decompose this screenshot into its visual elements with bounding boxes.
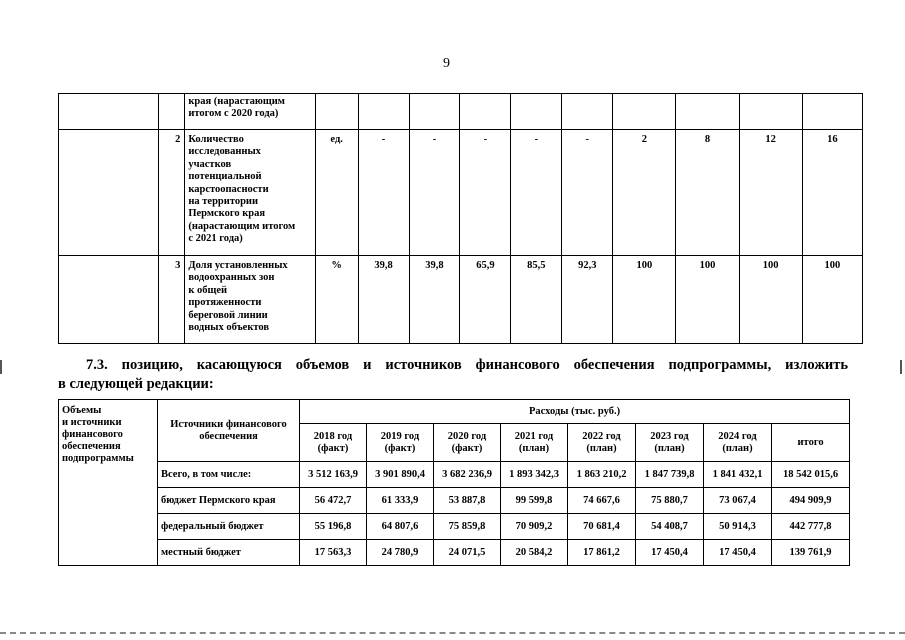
- year-header: [434, 424, 501, 462]
- indicator-value: 100: [739, 256, 802, 344]
- indicator-name-line: на территории: [188, 196, 259, 208]
- financing-source: местный бюджет: [158, 540, 300, 566]
- row-header-line: и источники: [62, 417, 122, 428]
- indicator-name-line: итогом с 2020 года): [188, 108, 279, 120]
- year-header: [568, 424, 636, 462]
- year-label: 2018 год: [313, 430, 353, 442]
- indicator-value: -: [409, 130, 460, 256]
- year-header: [704, 424, 772, 462]
- financing-table: [58, 399, 850, 566]
- row-header-cell: [59, 400, 158, 566]
- year-type: (план): [586, 442, 617, 454]
- financing-source: Всего, в том числе:: [158, 462, 300, 488]
- indicator-name: [185, 256, 315, 344]
- indicator-name-line: береговой линии: [188, 309, 268, 321]
- financing-value: 99 599,8: [501, 488, 568, 514]
- year-type: (факт): [384, 442, 416, 454]
- financing-value: 442 777,8: [772, 514, 850, 540]
- indicator-name-line: водных объектов: [188, 322, 270, 334]
- indicator-unit: %: [315, 256, 358, 344]
- financing-value: 494 909,9: [772, 488, 850, 514]
- indicator-value: 2: [613, 130, 676, 256]
- indicator-row: [59, 94, 863, 130]
- indicator-value: [739, 94, 802, 130]
- year-label: 2022 год: [582, 430, 621, 442]
- indicator-value: 8: [676, 130, 739, 256]
- indicator-value: [676, 94, 739, 130]
- indicator-name-line: с 2021 года): [188, 233, 243, 245]
- page-number: 9: [443, 56, 450, 71]
- indicator-value: -: [460, 130, 511, 256]
- year-label: 2021 год: [514, 430, 554, 442]
- expenses-header: Расходы (тыс. руб.): [300, 400, 850, 424]
- source-header-line: обеспечения: [199, 430, 258, 442]
- source-header-line: Источники финансового: [170, 418, 287, 430]
- financing-value: 70 681,4: [568, 514, 636, 540]
- indicator-name-line: Доля установленных: [188, 260, 288, 271]
- amendment-paragraph: [58, 356, 848, 394]
- financing-value: 54 408,7: [636, 514, 704, 540]
- blank-cell: [59, 94, 159, 130]
- indicator-name-line: Количество: [188, 134, 244, 145]
- blank-cell: [59, 130, 159, 256]
- indicator-value: 92,3: [562, 256, 613, 344]
- indicator-name-line: протяженности: [188, 297, 262, 309]
- year-type: (план): [518, 442, 550, 454]
- indicator-name-line: к общей: [188, 284, 228, 296]
- financing-value: 3 901 890,4: [367, 462, 434, 488]
- year-type: (план): [722, 442, 753, 454]
- financing-row: [59, 540, 850, 566]
- financing-source: федеральный бюджет: [158, 514, 300, 540]
- scan-border: [0, 632, 905, 634]
- year-type: (факт): [317, 442, 349, 454]
- indicator-name-line: (нарастающим итогом: [188, 220, 296, 232]
- indicator-value: -: [562, 130, 613, 256]
- indicator-value: -: [358, 130, 409, 256]
- row-header-line: подпрограммы: [62, 453, 134, 464]
- financing-value: 74 667,6: [568, 488, 636, 514]
- financing-value: 18 542 015,6: [772, 462, 850, 488]
- indicator-name: [185, 94, 315, 130]
- row-header-line: обеспечения: [62, 441, 121, 452]
- row-header-line: Объемы: [62, 405, 102, 416]
- financing-value: 3 682 236,9: [434, 462, 501, 488]
- financing-value: 73 067,4: [704, 488, 772, 514]
- blank-cell: [59, 256, 159, 344]
- indicator-value: [802, 94, 862, 130]
- year-label: 2020 год: [447, 430, 487, 442]
- indicator-value: [358, 94, 409, 130]
- year-type: (факт): [451, 442, 483, 454]
- indicator-value: 85,5: [511, 256, 562, 344]
- indicator-index: 2: [158, 130, 184, 256]
- indicator-value: 100: [802, 256, 862, 344]
- financing-value: 24 071,5: [434, 540, 501, 566]
- indicator-value: [511, 94, 562, 130]
- indicator-name-line: потенциальной: [188, 171, 262, 183]
- indicator-name-line: Пермского края: [188, 208, 266, 220]
- indicator-value: 100: [613, 256, 676, 344]
- financing-value: 17 450,4: [636, 540, 704, 566]
- indicator-unit: ед.: [315, 130, 358, 256]
- indicator-value: [460, 94, 511, 130]
- indicator-name-line: карстоопасности: [188, 183, 269, 195]
- indicator-name-line: края (нарастающим: [188, 96, 285, 107]
- indicator-name-line: исследованных: [188, 146, 261, 158]
- financing-value: 56 472,7: [300, 488, 367, 514]
- right-edge-mark: [900, 360, 902, 374]
- indicator-value: -: [511, 130, 562, 256]
- financing-value: 1 863 210,2: [568, 462, 636, 488]
- year-header: [367, 424, 434, 462]
- indicator-value: [409, 94, 460, 130]
- financing-value: 75 859,8: [434, 514, 501, 540]
- indicators-table: [58, 93, 863, 344]
- indicator-value: 65,9: [460, 256, 511, 344]
- indicator-index: 3: [158, 256, 184, 344]
- indicator-value: 39,8: [409, 256, 460, 344]
- source-header-cell: [158, 400, 300, 462]
- financing-row: [59, 462, 850, 488]
- financing-value: 1 893 342,3: [501, 462, 568, 488]
- financing-value: 55 196,8: [300, 514, 367, 540]
- year-header: [300, 424, 367, 462]
- financing-value: 139 761,9: [772, 540, 850, 566]
- financing-value: 17 450,4: [704, 540, 772, 566]
- year-label: 2019 год: [380, 430, 420, 442]
- financing-value: 1 847 739,8: [636, 462, 704, 488]
- indicator-unit: [315, 94, 358, 130]
- indicator-value: 16: [802, 130, 862, 256]
- financing-value: 61 333,9: [367, 488, 434, 514]
- paragraph-line-1: 7.3. позицию, касающуюся объемов и источников финансового обеспечения подпрограммы, изложить: [86, 357, 848, 373]
- financing-value: 70 909,2: [501, 514, 568, 540]
- financing-value: 17 563,3: [300, 540, 367, 566]
- financing-value: 20 584,2: [501, 540, 568, 566]
- financing-value: 1 841 432,1: [704, 462, 772, 488]
- financing-row: [59, 514, 850, 540]
- indicator-value: [562, 94, 613, 130]
- left-edge-mark: [0, 360, 2, 374]
- indicator-name: [185, 130, 315, 256]
- financing-value: 17 861,2: [568, 540, 636, 566]
- financing-value: 64 807,6: [367, 514, 434, 540]
- financing-value: 75 880,7: [636, 488, 704, 514]
- financing-value: 3 512 163,9: [300, 462, 367, 488]
- year-label: 2023 год: [650, 430, 689, 442]
- year-type: (план): [654, 442, 685, 454]
- year-header: [501, 424, 568, 462]
- indicator-value: [613, 94, 676, 130]
- year-label: 2024 год: [718, 430, 757, 442]
- paragraph-line-2: в следующей редакции:: [58, 376, 214, 392]
- row-header-line: финансового: [62, 429, 123, 440]
- indicator-value: 100: [676, 256, 739, 344]
- indicator-name-line: участков: [188, 158, 232, 170]
- indicator-value: 12: [739, 130, 802, 256]
- indicator-name-line: водоохранных зон: [188, 272, 275, 284]
- indicator-value: 39,8: [358, 256, 409, 344]
- financing-source: бюджет Пермского края: [158, 488, 300, 514]
- financing-row: [59, 488, 850, 514]
- indicator-index: [158, 94, 184, 130]
- financing-value: 50 914,3: [704, 514, 772, 540]
- total-header: итого: [772, 424, 850, 462]
- indicator-row: [59, 256, 863, 344]
- financing-value: 24 780,9: [367, 540, 434, 566]
- year-header: [636, 424, 704, 462]
- indicator-row: [59, 130, 863, 256]
- financing-value: 53 887,8: [434, 488, 501, 514]
